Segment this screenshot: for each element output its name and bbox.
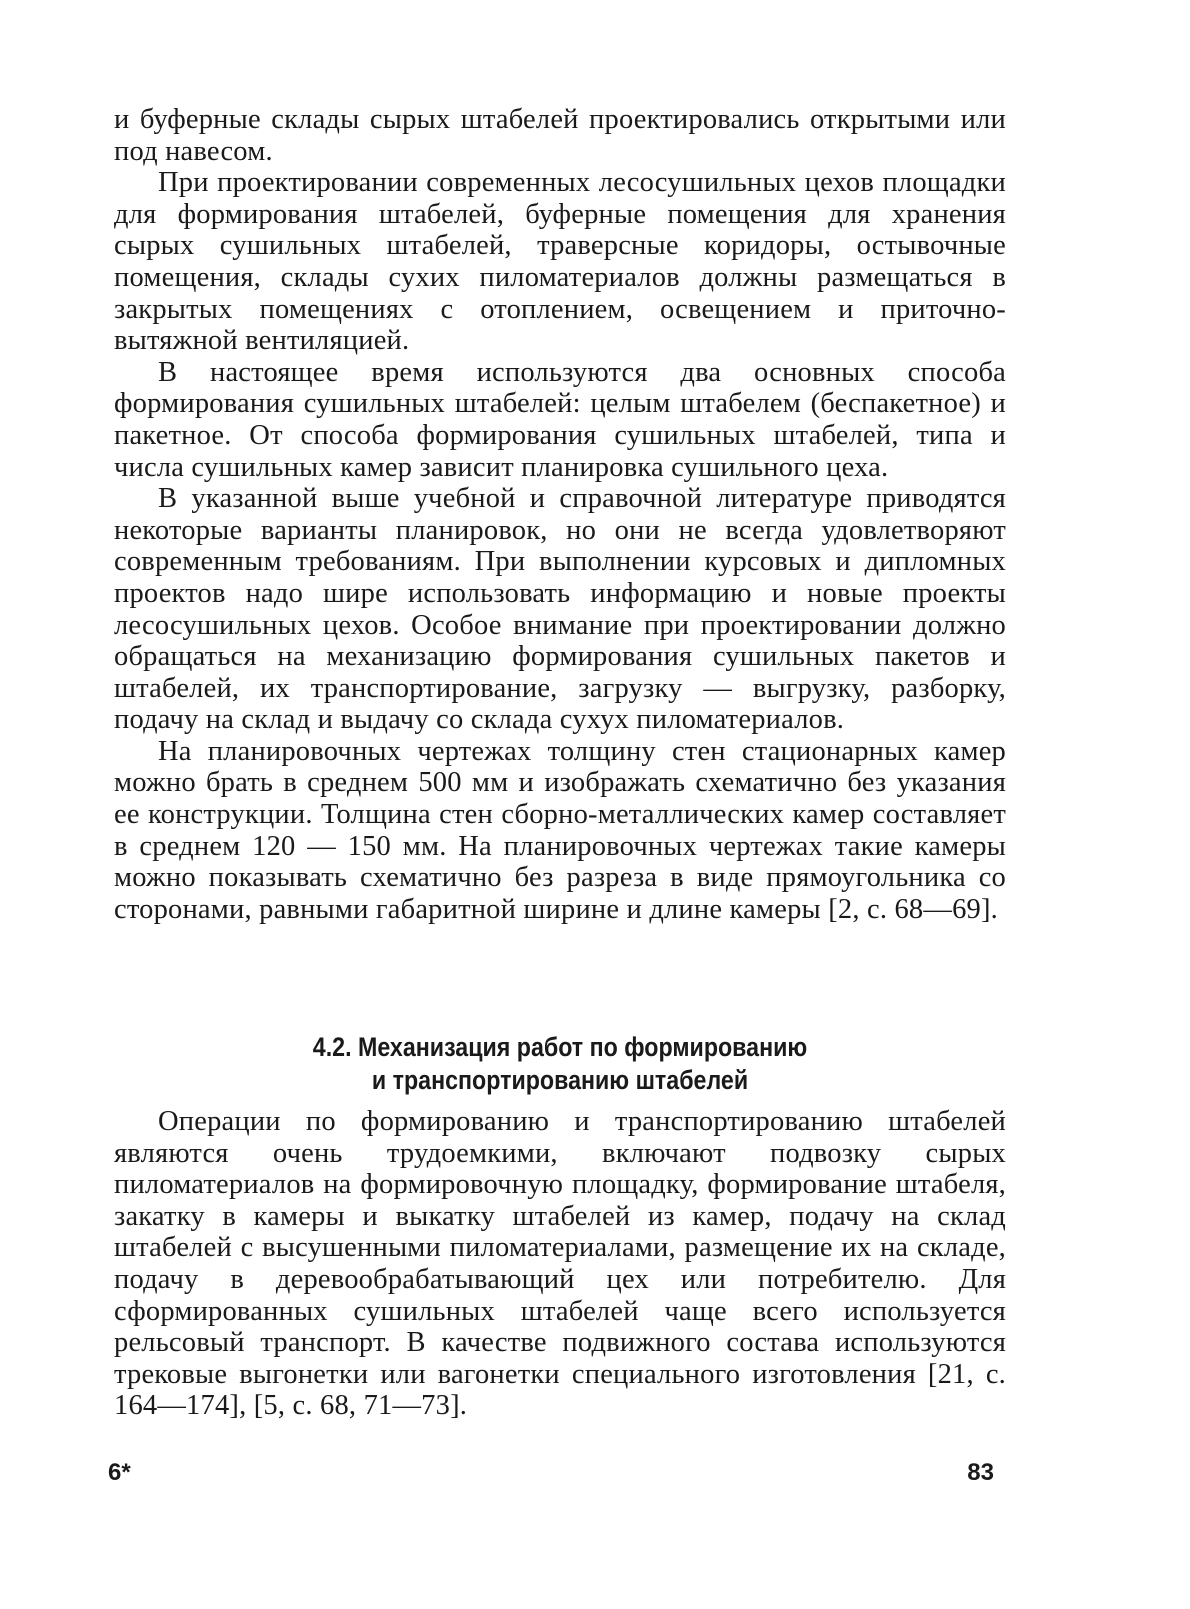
section-heading bbox=[176, 1031, 943, 1097]
signature-mark: 6* bbox=[108, 1459, 131, 1486]
paragraph: В указанной выше учебной и справочной литературе приводятся некоторые варианты планировок, но они не всегда удовлетворяют современным требованиям. При выполнении курсовых и дипломных проектов надо шире использовать информацию и новые проекты лесосушильных цехов. Особое внимание при проектировании должно обращаться на механизацию формирования сушильных пакетов и штабелей, их транспортирование, загрузку — выгрузку, разборку, подачу на склад и выдачу со склада сухух пиломатериалов. bbox=[114, 483, 1006, 736]
section-heading-line: и транспортированию штабелей bbox=[371, 1065, 749, 1095]
paragraph: Операции по формированию и транспортированию штабелей являются очень трудоемкими, включают подвозку сырых пиломатериалов на формировочную площадку, формирование штабеля, закатку в камеры и выкатку штабелей из камер, подачу на склад штабелей с высушенными пиломатериалами, размещение их на складе, подачу в деревообрабатывающий цех или потребителю. Для сформированных сушильных штабелей чаще всего используется рельсовый транспорт. В качестве подвижного состава используются трековые выгонетки или вагонетки специального изготовления [21, с. 164—174], [5, с. 68, 71—73]. bbox=[114, 1106, 1006, 1422]
body-text bbox=[114, 104, 1006, 925]
paragraph-continuation: и буферные склады сырых штабелей проектировались открытыми или под навесом. bbox=[114, 104, 1006, 167]
section-heading-line: 4.2. Механизация работ по формированию bbox=[312, 1032, 808, 1062]
section-body-text bbox=[114, 1106, 1006, 1422]
paragraph: При проектировании современных лесосушильных цехов площадки для формирования штабелей, буферные помещения для хранения сырых сушильных штабелей, траверсные коридоры, остывочные помещения, склады сухих пиломатериалов должны размещаться в закрытых помещениях с отоплением, освещением и приточно-вытяжной вентиляцией. bbox=[114, 167, 1006, 357]
paragraph: На планировочных чертежах толщину стен стационарных камер можно брать в среднем 500 мм и изображать схематично без указания ее конструкции. Толщина стен сборно-металлических камер составляет в среднем 120 — 150 мм. На планировочных чертежах такие камеры можно показывать схематично без разреза в виде прямоугольника со сторонами, равными габаритной ширине и длине камеры [2, с. 68—69]. bbox=[114, 735, 1006, 925]
page-number: 83 bbox=[967, 1459, 994, 1486]
paragraph: В настоящее время используются два основных способа формирования сушильных штабелей: целым штабелем (беспакетное) и пакетное. От способа формирования сушильных штабелей, типа и числа сушильных камер зависит планировка сушильного цеха. bbox=[114, 356, 1006, 483]
